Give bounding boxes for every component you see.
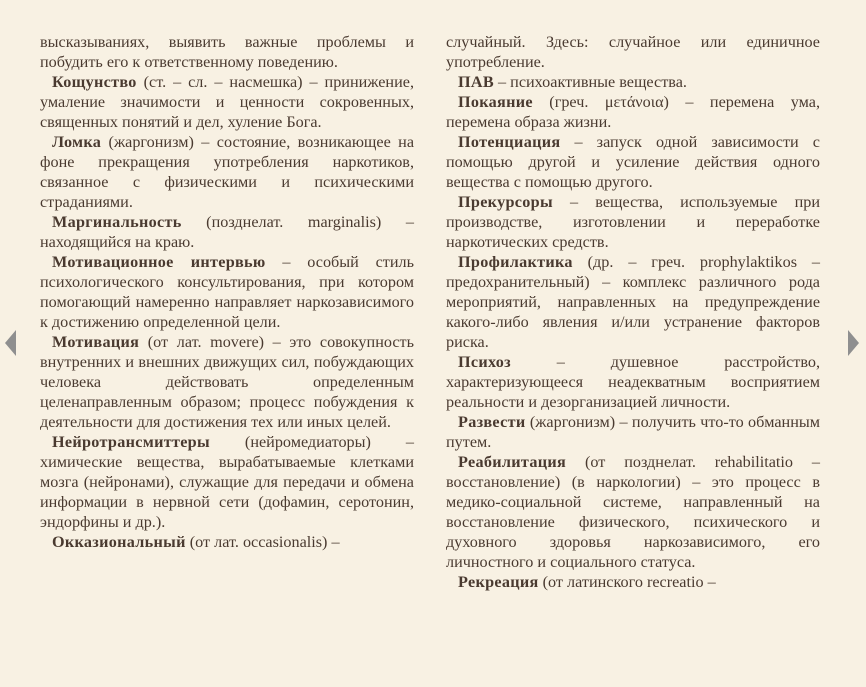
glossary-definition: – особый стиль психологического консультирования, при котором помогающий намеренно направляет наркозависимого к достижению определенной цели. <box>40 253 414 331</box>
glossary-definition: высказываниях, выявить важные проблемы и побудить его к ответственному поведению. <box>40 33 414 71</box>
next-page-arrow-icon[interactable] <box>848 330 859 356</box>
glossary-entry <box>446 252 820 352</box>
glossary-definition: – психоактивные вещества. <box>493 73 687 91</box>
glossary-continuation <box>40 32 414 72</box>
glossary-term: Кощунство <box>52 73 137 91</box>
glossary-definition: (др. – греч. prophylaktikos – предохранительный) – комплекс различного рода мероприятий, направленных на предупреждение какого-либо явления и/или устранение факторов риска. <box>446 253 820 351</box>
left-column <box>40 32 414 552</box>
glossary-definition: (позднелат. marginalis) – находящийся на краю. <box>40 213 414 251</box>
glossary-continuation <box>446 32 820 72</box>
glossary-term: Реабилитация <box>458 453 567 471</box>
glossary-entry <box>40 212 414 252</box>
glossary-definition: случайный. Здесь: случайное или единичное употребление. <box>446 33 820 71</box>
glossary-term: Мотивационное интервью <box>52 253 266 271</box>
glossary-entry <box>446 412 820 452</box>
glossary-entry <box>446 572 820 592</box>
glossary-definition: (от латинского recreatio – <box>538 573 716 591</box>
glossary-entry <box>40 432 414 532</box>
glossary-entry <box>446 452 820 572</box>
glossary-definition: (от лат. occasionalis) – <box>185 533 340 551</box>
glossary-definition: – вещества, используемые при производстве, изготовлении и переработке наркотических средств. <box>446 193 820 251</box>
glossary-term: Психоз <box>458 353 511 371</box>
glossary-definition: (нейромедиаторы) – химические вещества, вырабатываемые клетками мозга (нейронами), служащие для передачи и обмена информации в нервной сети (дофамин, серотонин, эндорфины и др.). <box>40 433 414 531</box>
glossary-definition: (ст. – сл. – насмешка) – принижение, умаление значимости и ценности сокровенных, священных понятий и дел, хуление Бога. <box>40 73 414 131</box>
glossary-term: Покаяние <box>458 93 533 111</box>
glossary-entry <box>446 92 820 132</box>
glossary-entry <box>446 132 820 192</box>
glossary-term: Нейротрансмиттеры <box>52 433 210 451</box>
glossary-entry <box>40 252 414 332</box>
glossary-term: Рекреация <box>458 573 539 591</box>
glossary-term: Окказиональный <box>52 533 186 551</box>
glossary-entry <box>40 72 414 132</box>
glossary-entry <box>40 132 414 212</box>
glossary-term: Профилактика <box>458 253 573 271</box>
glossary-definition: – запуск одной зависимости с помощью другой и усиление действия одного вещества с помощью другого. <box>446 133 820 191</box>
glossary-entry <box>40 332 414 432</box>
glossary-entry <box>446 72 820 92</box>
glossary-entry <box>40 532 414 552</box>
glossary-term: Потенциация <box>458 133 561 151</box>
glossary-entry <box>446 192 820 252</box>
glossary-entry <box>446 352 820 412</box>
glossary-definition: – душевное расстройство, характеризующееся неадекватным восприятием реальности и дезорганизацией личности. <box>446 353 820 411</box>
glossary-term: ПАВ <box>458 73 494 91</box>
glossary-definition: (жаргонизм) – состояние, возникающее на фоне прекращения употребления наркотиков, связанное с физическими и психическими страданиями. <box>40 133 414 211</box>
glossary-term: Мотивация <box>52 333 140 351</box>
glossary-definition: (от лат. movere) – это совокупность внутренних и внешних движущих сил, побуждающих человека действовать определенным целенаправленным образом; процесс побуждения к деятельности для достижения тех или иных целей. <box>40 333 414 431</box>
glossary-definition: (жаргонизм) – получить что-то обманным путем. <box>446 413 820 451</box>
glossary-term: Ломка <box>52 133 102 151</box>
glossary-term: Маргинальность <box>52 213 182 231</box>
right-column <box>446 32 820 592</box>
glossary-definition: (греч. μετάνοια) – перемена ума, перемена образа жизни. <box>446 93 820 131</box>
prev-page-arrow-icon[interactable] <box>5 330 16 356</box>
glossary-definition: (от позднелат. rehabilitatio – восстановление) (в наркологии) – это процесс в медико-социальной системе, направленный на восстановление физического, психического и духовного здоровья наркозависимого, его личностного и социального статуса. <box>446 453 820 571</box>
glossary-term: Развести <box>458 413 526 431</box>
glossary-term: Прекурсоры <box>458 193 553 211</box>
